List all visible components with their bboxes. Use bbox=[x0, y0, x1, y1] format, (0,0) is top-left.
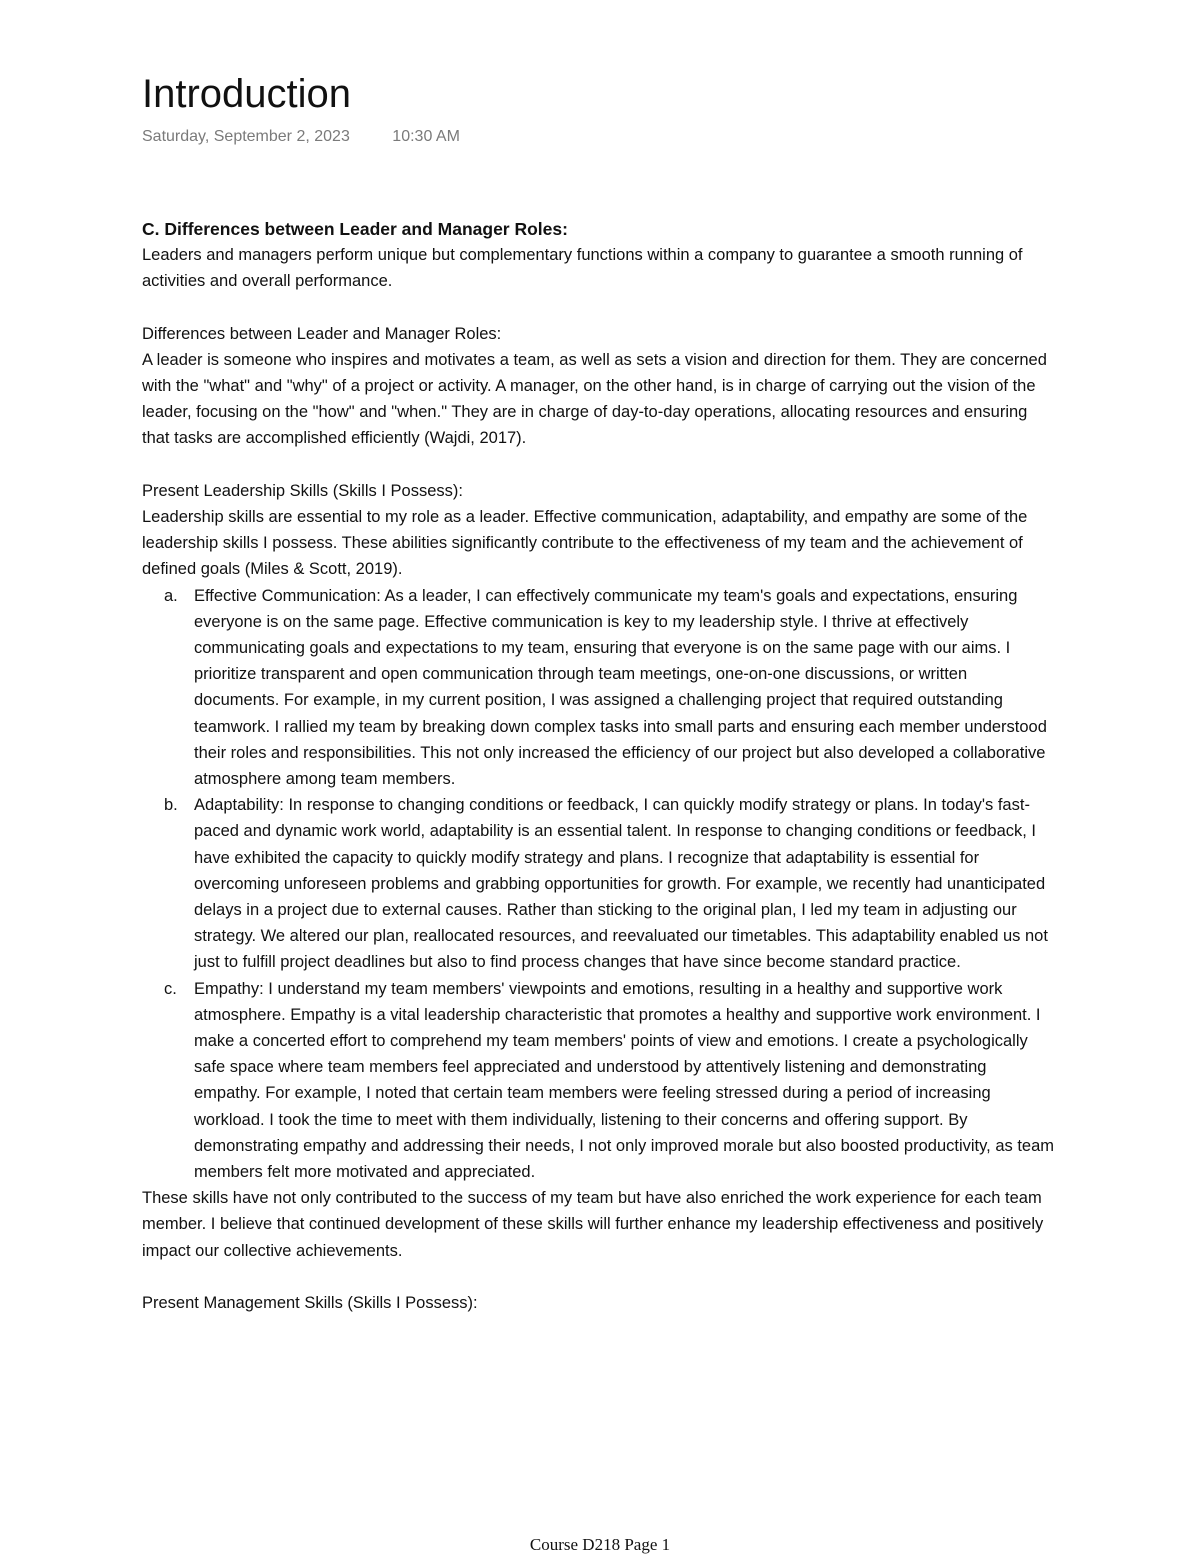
list-marker: c. bbox=[164, 979, 177, 998]
list-marker: a. bbox=[164, 586, 178, 605]
page-date: Saturday, September 2, 2023 bbox=[142, 128, 350, 145]
spacer bbox=[142, 1264, 1057, 1290]
page-time: 10:30 AM bbox=[392, 128, 460, 145]
differences-title: Differences between Leader and Manager Roles: bbox=[142, 324, 502, 343]
leadership-paragraph: Leadership skills are essential to my role as a leader. Effective communication, adaptability, and empathy are some of the leadership skills I possess. These abilities significantly contribute to the effectiveness of my team and the achievement of defined goals (Miles & Scott, 2019). bbox=[142, 508, 1028, 579]
page-meta bbox=[142, 126, 460, 148]
skills-list bbox=[142, 583, 1057, 1186]
list-item bbox=[164, 583, 1057, 793]
spacer bbox=[142, 294, 1057, 320]
list-item bbox=[164, 976, 1057, 1186]
section-heading: C. Differences between Leader and Manager Roles: bbox=[142, 219, 568, 239]
leadership-title: Present Leadership Skills (Skills I Possess): bbox=[142, 481, 463, 500]
conclusion-paragraph: These skills have not only contributed to the success of my team but have also enriched the work experience for each team member. I believe that continued development of these skills will further enhance my leadership effectiveness and positively impact our collective achievements. bbox=[142, 1189, 1044, 1260]
intro-paragraph: Leaders and managers perform unique but complementary functions within a company to guarantee a smooth running of activities and overall performance. bbox=[142, 246, 1023, 291]
list-item-text: Empathy: I understand my team members' viewpoints and emotions, resulting in a healthy and supportive work atmosphere. Empathy is a vital leadership characteristic that promotes a healthy and supportive work environment. I make a concerted effort to comprehend my team members' points of view and emotions. I create a psychologically safe space where team members feel appreciated and understood by attentively listening and demonstrating empathy. For example, I noted that certain team members were feeling stressed during a period of increasing workload. I took the time to meet with them individually, listening to their concerns and offering support. By demonstrating empathy and addressing their needs, I not only improved morale but also boosted productivity, as team members felt more motivated and appreciated. bbox=[194, 979, 1055, 1182]
note-body[interactable] bbox=[142, 216, 1057, 1316]
differences-paragraph: A leader is someone who inspires and motivates a team, as well as sets a vision and direction for them. They are concerned with the "what" and "why" of a project or activity. A manager, on the other hand, is in charge of carrying out the vision of the leader, focusing on the "how" and "when." They are in charge of day-to-day operations, allocating resources and ensuring that tasks are accomplished efficiently (Wajdi, 2017). bbox=[142, 350, 1047, 448]
list-marker: b. bbox=[164, 796, 178, 815]
list-item-text: Effective Communication: As a leader, I can effectively communicate my team's goals and expectations, ensuring everyone is on the same page. Effective communication is key to my leadership style. I thrive at effectively communicating goals and expectations to my team, ensuring that everyone is on the same page with our aims. I prioritize transparent and open communication through team meetings, one-on-one discussions, or written documents. For example, in my current position, I was assigned a challenging project that required outstanding teamwork. I rallied my team by breaking down complex tasks into small parts and ensuring each member understood their roles and responsibilities. This not only increased the efficiency of our project but also developed a collaborative atmosphere among team members. bbox=[194, 586, 1047, 789]
management-title: Present Management Skills (Skills I Possess): bbox=[142, 1294, 478, 1313]
spacer bbox=[142, 452, 1057, 478]
page-footer: Course D218 Page 1 bbox=[529, 1535, 671, 1554]
page-title: Introduction bbox=[142, 72, 352, 116]
list-item bbox=[164, 792, 1057, 975]
list-item-text: Adaptability: In response to changing conditions or feedback, I can quickly modify strategy or plans. In today's fast-paced and dynamic work world, adaptability is an essential talent. In response to changing conditions or feedback, I have exhibited the capacity to quickly modify strategy and plans. I recognize that adaptability is essential for overcoming unforeseen problems and grabbing opportunities for growth. For example, we recently had unanticipated delays in a project due to external causes. Rather than sticking to the original plan, I led my team in adjusting our strategy. We altered our plan, reallocated resources, and reevaluated our timetables. This adaptability enabled us not just to fulfill project deadlines but also to find process changes that have since become standard practice. bbox=[194, 796, 1048, 972]
